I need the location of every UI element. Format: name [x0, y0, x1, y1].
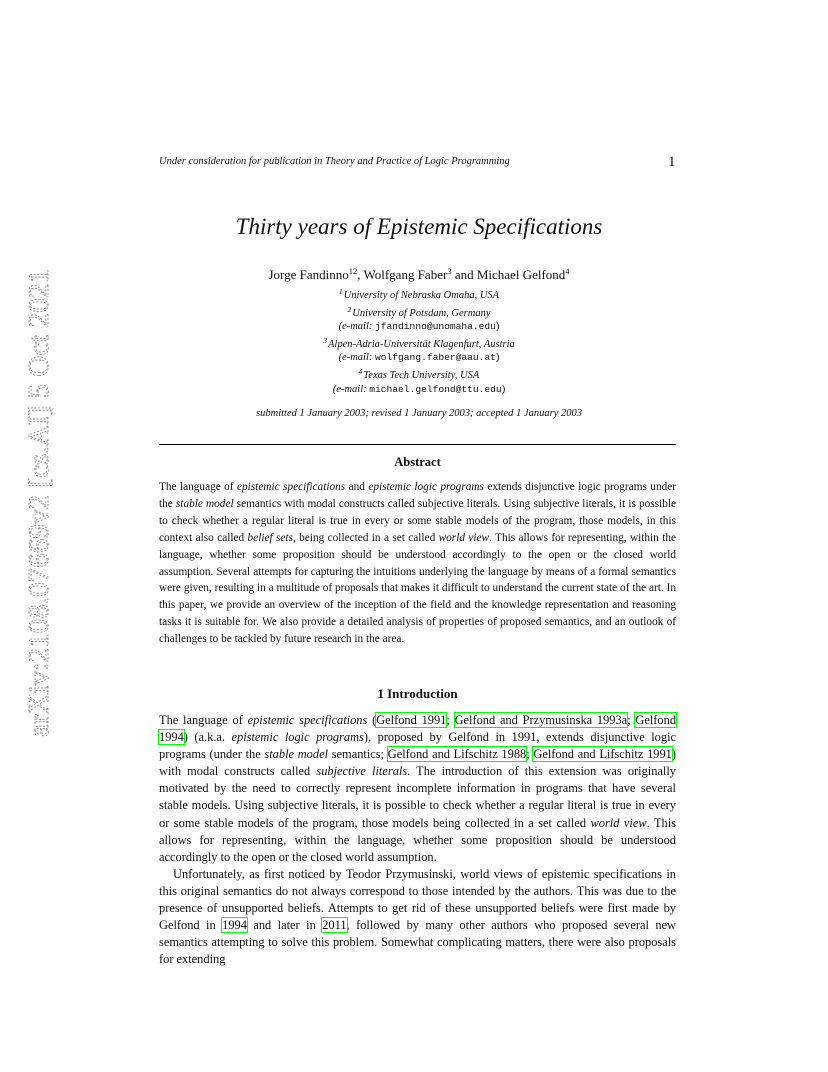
email-line [159, 383, 679, 397]
citation-link[interactable]: Gelfond 1994 [159, 713, 677, 745]
arxiv-identifier-text: arXiv:2108.07669v2 [cs.AI] 5 Oct 2021 [24, 287, 55, 737]
email-close: ) [495, 321, 500, 333]
affiliation-text: University of Potsdam, Germany [352, 307, 491, 319]
paper-title: Thirty years of Epistemic Specifications [235, 214, 603, 239]
author-affiliation-mark: 12 [348, 266, 358, 276]
text-run: ), proposed by Gelfond in 1991, extends disjunctive logic programs (under the [159, 730, 677, 762]
author-name: Jorge Fandinno [268, 267, 349, 282]
text-run: ) with modal constructs called [159, 747, 676, 779]
introduction-body [159, 712, 676, 968]
email-line [159, 320, 679, 334]
affiliation-text: University of Nebraska Omaha, USA [343, 290, 500, 301]
text-run: ) (a.k.a. [183, 730, 232, 745]
text-run: semantics with modal constructs called subjective literals. Using subjective literals, it is possible to check whether a regular literal is true in every or some stable models of the program, those models, in this context also called [159, 497, 676, 544]
emphasis: world view [438, 531, 490, 544]
affiliation-line [159, 285, 679, 303]
text-run: ; [627, 713, 636, 727]
affiliation-line [159, 303, 679, 321]
abstract-text [159, 479, 676, 648]
text-run: , followed by many other authors who proposed several new semantics attempting to solve this problem. Somewhat complicating matters, there were also proposals for extending [159, 918, 676, 967]
email-label: (e-mail: [332, 383, 370, 395]
email-line [159, 351, 679, 365]
paragraph [159, 866, 676, 969]
author-separator: and [451, 267, 477, 282]
author-line [159, 266, 679, 283]
text-run: and later in [246, 918, 323, 933]
running-head: Under consideration for publication in Theory and Practice of Logic Programming [159, 156, 510, 167]
affiliation-text: Texas Tech University, USA [363, 369, 480, 381]
emphasis: stable model [264, 747, 329, 762]
email-label: (e-mail: [338, 352, 376, 364]
arxiv-identifier-margin [14, 268, 58, 738]
author-separator: , [357, 267, 364, 282]
author-name: Michael Gelfond [476, 267, 566, 282]
page-number: 1 [668, 154, 676, 170]
paragraph [159, 712, 676, 866]
affiliations [159, 285, 679, 396]
arxiv-identifier-svg [14, 268, 58, 738]
author-affiliation-mark: 3 [447, 266, 452, 276]
affiliation-line [159, 334, 679, 352]
emphasis: subjective literals [316, 764, 408, 779]
text-run: semantics; [328, 747, 388, 762]
emphasis: epistemic specifications [236, 481, 346, 493]
author-name: Wolfgang Faber [363, 267, 448, 282]
email-address[interactable]: wolfgang.faber@aau.at [375, 352, 496, 364]
emphasis: epistemic logic programs [368, 481, 484, 493]
email-close: ) [495, 352, 500, 364]
email-address[interactable]: jfandinno@unomaha.edu [375, 321, 496, 333]
email-close: ) [501, 383, 506, 395]
horizontal-rule [159, 444, 676, 445]
emphasis: epistemic specifications [247, 713, 368, 727]
text-run: The language of [159, 713, 248, 727]
citation-link[interactable]: Gelfond and Lifschitz 1991 [533, 747, 672, 762]
emphasis: belief sets [247, 531, 293, 544]
text-run: , being collected in a set called [292, 531, 439, 544]
text-run: ( [367, 713, 377, 727]
citation-link[interactable]: Gelfond and Przymusinska 1993a [454, 713, 628, 727]
citation-link[interactable]: Gelfond 1991 [376, 713, 447, 727]
affiliation-mark: 3 [323, 335, 327, 345]
affiliation-mark: 2 [347, 304, 352, 314]
citation-link[interactable]: 2011 [322, 918, 347, 933]
affiliation-mark: 1 [338, 287, 343, 296]
abstract-heading: Abstract [394, 455, 441, 469]
emphasis: world view [590, 815, 647, 830]
author-affiliation-mark: 4 [565, 266, 570, 276]
section-heading: 1 Introduction [377, 686, 458, 701]
text-run: The language of [159, 481, 237, 493]
email-address[interactable]: michael.gelfond@ttu.edu [369, 383, 502, 395]
citation-link[interactable]: Gelfond and Lifschitz 1988 [387, 747, 527, 762]
affiliation-text: Alpen-Adria-Universität Klagenfurt, Austria [327, 338, 515, 350]
text-run: Unfortunately, as first noticed by Teodor Przymusinski, world views of epistemic specifications in this original semantics do not always correspond to those intended by the authors. This was due to the presence of unsupported beliefs. Attempts to get rid of these unsupported beliefs were first made by Gelfond in [159, 866, 676, 933]
text-run: extends disjunctive logic programs under the [159, 481, 677, 510]
affiliation-line [159, 365, 679, 383]
text-run: ; [526, 747, 534, 762]
emphasis: epistemic logic programs [231, 730, 364, 745]
emphasis: stable model [175, 497, 234, 510]
affiliation-mark: 4 [358, 366, 363, 376]
text-run: . This allows for representing, within the language, whether some proposition should be understood accordingly to the open or the closed world assumption. [159, 815, 677, 864]
email-label: (e-mail: [338, 321, 376, 333]
text-run: . The introduction of this extension was originally motivated by the need to correctly represent incomplete information in programs that have several stable models. Using subjective literals, it is possible to check whether a regular literal is true in every or some stable models of the program, those models being collected in a set called [159, 764, 677, 830]
text-run: and [345, 481, 369, 493]
citation-link[interactable]: 1994 [222, 918, 247, 933]
text-run: . This allows for representing, within the language, whether some proposition should be understood accordingly to the open or the closed world assumption. Several attempts for capturing the intuitions underlying the language by means of a formal semantics were given, resulting in a multitude of proposals that makes it difficult to understand the current state of the art. In this paper, we provide an overview of the inception of the field and the knowledge representation and reasoning tasks it is suitable for. We also provide a detailed analysis of properties of proposed semantics, and an outlook of challenges to be tackled by future research in the area. [159, 531, 677, 646]
text-run: ; [446, 713, 455, 727]
submission-dates: submitted 1 January 2003; revised 1 January 2003; accepted 1 January 2003 [256, 408, 582, 419]
